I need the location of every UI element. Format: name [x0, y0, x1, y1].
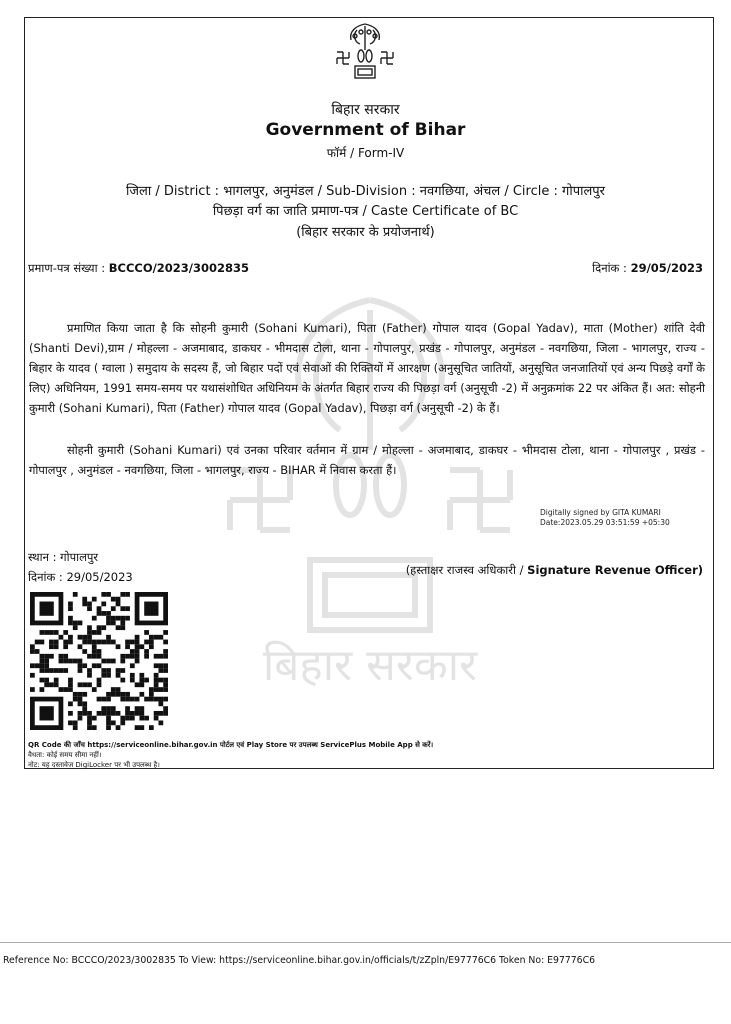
certificate-paragraph-2: सोहनी कुमारी (Sohani Kumari) एवं उनका परिवार वर्तमान में ग्राम / मोहल्ला - अजमाबाद, डाकघर - भीमदास टोला, थाना - गोपालपुर , प्रखंड - गोपालपुर , अनुमंडल - नवगछिया, जिला - भागलपुर, राज्य - BIHAR में निवास करता हैं।	[29, 443, 705, 477]
note-validity: वैधता: कोई समय सीमा नहीं।	[28, 751, 102, 759]
verification-notes	[28, 740, 433, 770]
jurisdiction-line	[0, 181, 731, 199]
place-value: गोपालपुर	[60, 550, 99, 564]
digital-signature-name: Digitally signed by GITA KUMARI	[540, 508, 661, 517]
certificate-number-label: प्रमाण-पत्र संख्या :	[28, 261, 106, 275]
qr-code	[30, 592, 168, 730]
govt-english-title: Government of Bihar	[265, 120, 466, 140]
circle-value: गोपालपुर	[562, 184, 605, 199]
certificate-number-value: BCCCO/2023/3002835	[108, 261, 250, 275]
certificate-title: पिछड़ा वर्ग का जाति प्रमाण-पत्र / Caste Certificate of BC	[212, 204, 519, 219]
digital-signature-date: Date:2023.05.29 03:51:59 +05:30	[540, 518, 670, 527]
place-label: स्थान :	[28, 550, 57, 564]
footer-divider	[0, 942, 731, 943]
circle-label: अंचल / Circle :	[473, 184, 558, 199]
signature-officer-line	[406, 563, 703, 578]
bihar-emblem-logo	[331, 20, 399, 82]
digital-signature-block	[540, 508, 670, 528]
subdivision-value: नवगछिया,	[419, 184, 470, 199]
signature-hindi: (हस्ताक्षर राजस्व अधिकारी /	[405, 563, 524, 577]
certificate-paragraph-1: प्रमाणित किया जाता है कि सोहनी कुमारी (Sohani Kumari), पिता (Father) गोपाल यादव (Gopal Yadav), माता (Mother) शांति देवी (Shanti Devi),ग्राम / मोहल्ला - अजमाबाद, डाकघर - भीमदास टोला, थाना - गोपालपुर, प्रखंड - गोपालपुर, अनुमंडल - नवगछिया, जिला - भागलपुर, राज्य - बिहार के यादव ( ग्वाला ) समुदाय के सदस्य हैं, जो बिहार पदों एवं सेवाओं की रिक्तियों में आरक्षण (अनुसूचित जातियों, अनुसूचित जनजातियों एवं अन्य पिछड़े वर्गों के लिए) अधिनियम, 1991 समय-समय पर यथासंशोधित अधिनियम के अंतर्गत बिहार राज्य की पिछड़ा वर्ग (अनुसूची -2) में अनुक्रमांक 22 पर अंकित हैं। अत: सोहनी कुमारी (Sohani Kumari), पिता (Father) गोपाल यादव (Gopal Yadav), पिछड़ा वर्ग (अनुसूची -2) के हैं।	[29, 321, 705, 415]
subdivision-label: अनुमंडल / Sub-Division :	[272, 184, 416, 199]
note-digilocker: नोट: यह दस्तावेज DigiLocker पर भी उपलब्ध है।	[28, 761, 160, 769]
issue-date-value: 29/05/2023	[66, 570, 133, 584]
certificate-date	[592, 261, 703, 276]
place-line	[28, 550, 98, 565]
issue-date-line	[28, 570, 133, 585]
reference-footer: Reference No: BCCCO/2023/3002835 To View: https://serviceonline.bihar.gov.in/officials/t/zZpln/E97776C6 Token No: E97776C6	[3, 955, 596, 966]
watermark-text: बिहार सरकार	[262, 640, 478, 691]
form-number: फॉर्म / Form-IV	[326, 146, 405, 160]
certificate-date-label: दिनांक :	[592, 261, 627, 275]
signature-english: Signature Revenue Officer)	[527, 563, 703, 577]
district-label: जिला / District :	[126, 184, 220, 199]
certificate-purpose: (बिहार सरकार के प्रयोजनार्थ)	[296, 225, 435, 240]
certificate-date-value: 29/05/2023	[630, 261, 703, 275]
note-qr-verify: QR Code की जाँच https://serviceonline.bihar.gov.in पोर्टल एवं Play Store पर उपलब्ध ServicePlus Mobile App से करें।	[28, 741, 434, 749]
govt-hindi-title: बिहार सरकार	[331, 102, 400, 118]
district-value: भागलपुर,	[223, 184, 269, 199]
issue-date-label: दिनांक :	[28, 570, 63, 584]
certificate-number	[28, 261, 249, 276]
